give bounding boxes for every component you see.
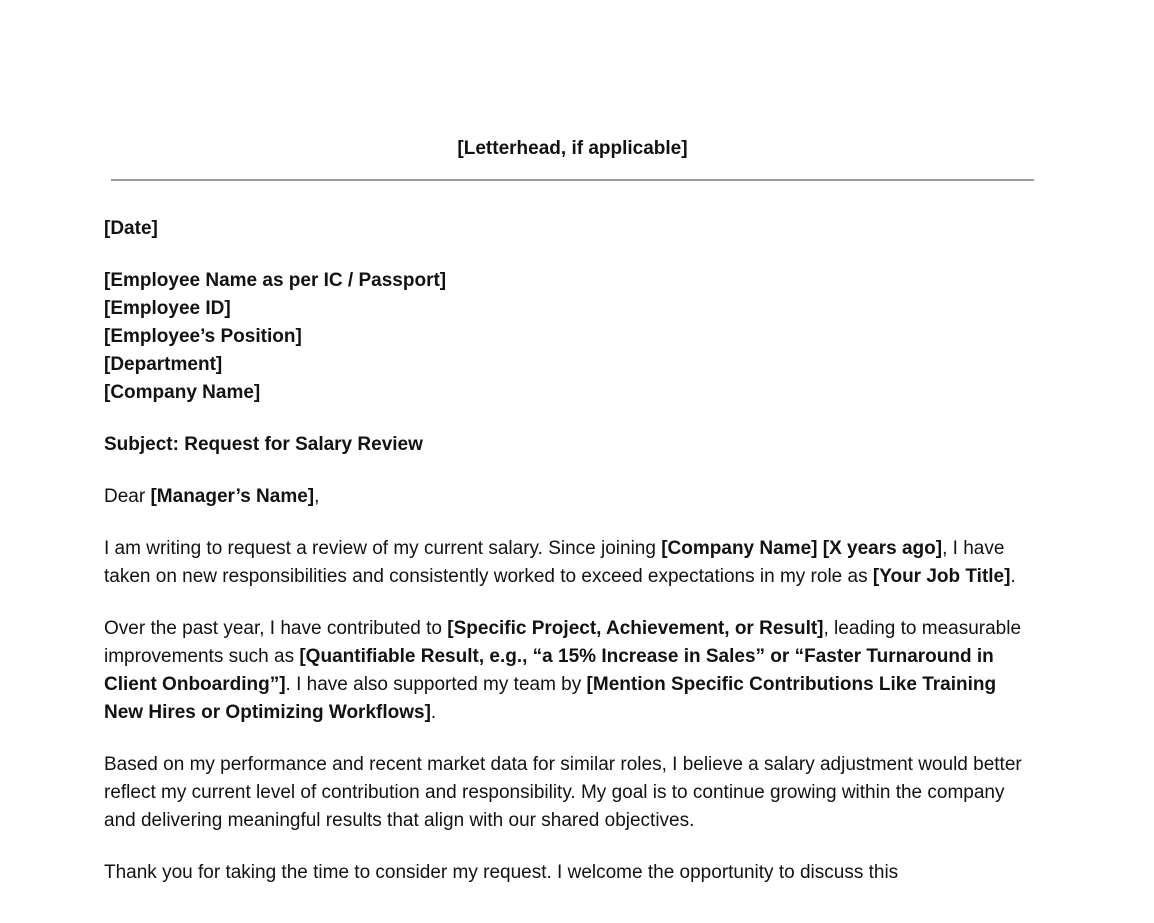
letterhead-placeholder: [Letterhead, if applicable] [457,138,688,159]
recipient-line-company-name: [Company Name] [104,382,261,403]
paragraph [104,535,1030,591]
paragraph [104,615,1030,727]
placeholder-text: [Quantifiable Result, e.g., “a 15% Increase in Sales” or “Faster Turnaround in Client Onboarding”] [104,646,994,695]
recipient-line-employee-id: [Employee ID] [104,298,231,319]
recipient-line-employee-position: [Employee’s Position] [104,326,302,347]
body-text: . [430,702,437,723]
body-text: . I have also supported my team by [285,674,587,695]
recipient-block [104,267,1030,407]
date-placeholder: [Date] [104,218,158,239]
recipient-line-employee-name: [Employee Name as per IC / Passport] [104,270,447,291]
recipient-line-department: [Department] [104,354,223,375]
body-text: . [1010,566,1016,587]
body-text: , leading to measurable improvements such as [104,618,1022,667]
salutation-prefix: Dear [104,486,151,507]
placeholder-text: [Your Job Title] [872,566,1011,587]
paragraph [104,751,1030,835]
manager-name-placeholder: [Manager’s Name] [150,486,315,507]
placeholder-text: [Company Name] [X years ago] [661,538,943,559]
salutation [104,483,1030,511]
body-text: Over the past year, I have contributed to [104,618,448,639]
body-text: I am writing to request a review of my current salary. Since joining [104,538,662,559]
placeholder-text: [Mention Specific Contributions Like Training New Hires or Optimizing Workflows] [104,674,997,723]
subject-line: Subject: Request for Salary Review [104,434,423,455]
letterhead-divider [111,179,1034,181]
body-text: Thank you for taking the time to consider my request. I welcome the opportunity to discuss this [104,862,899,883]
salutation-suffix: , [314,486,320,507]
paragraph [104,859,1030,887]
body-text: Based on my performance and recent market data for similar roles, I believe a salary adjustment would better reflect my current level of contribution and responsibility. My goal is to continue growing within the company and delivering meaningful results that align with our shared objectives. [104,754,1022,831]
body-text: , I have taken on new responsibilities and consistently worked to exceed expectations in my role as [104,538,1005,587]
placeholder-text: [Specific Project, Achievement, or Result] [447,618,824,639]
letter-body [104,535,1030,887]
